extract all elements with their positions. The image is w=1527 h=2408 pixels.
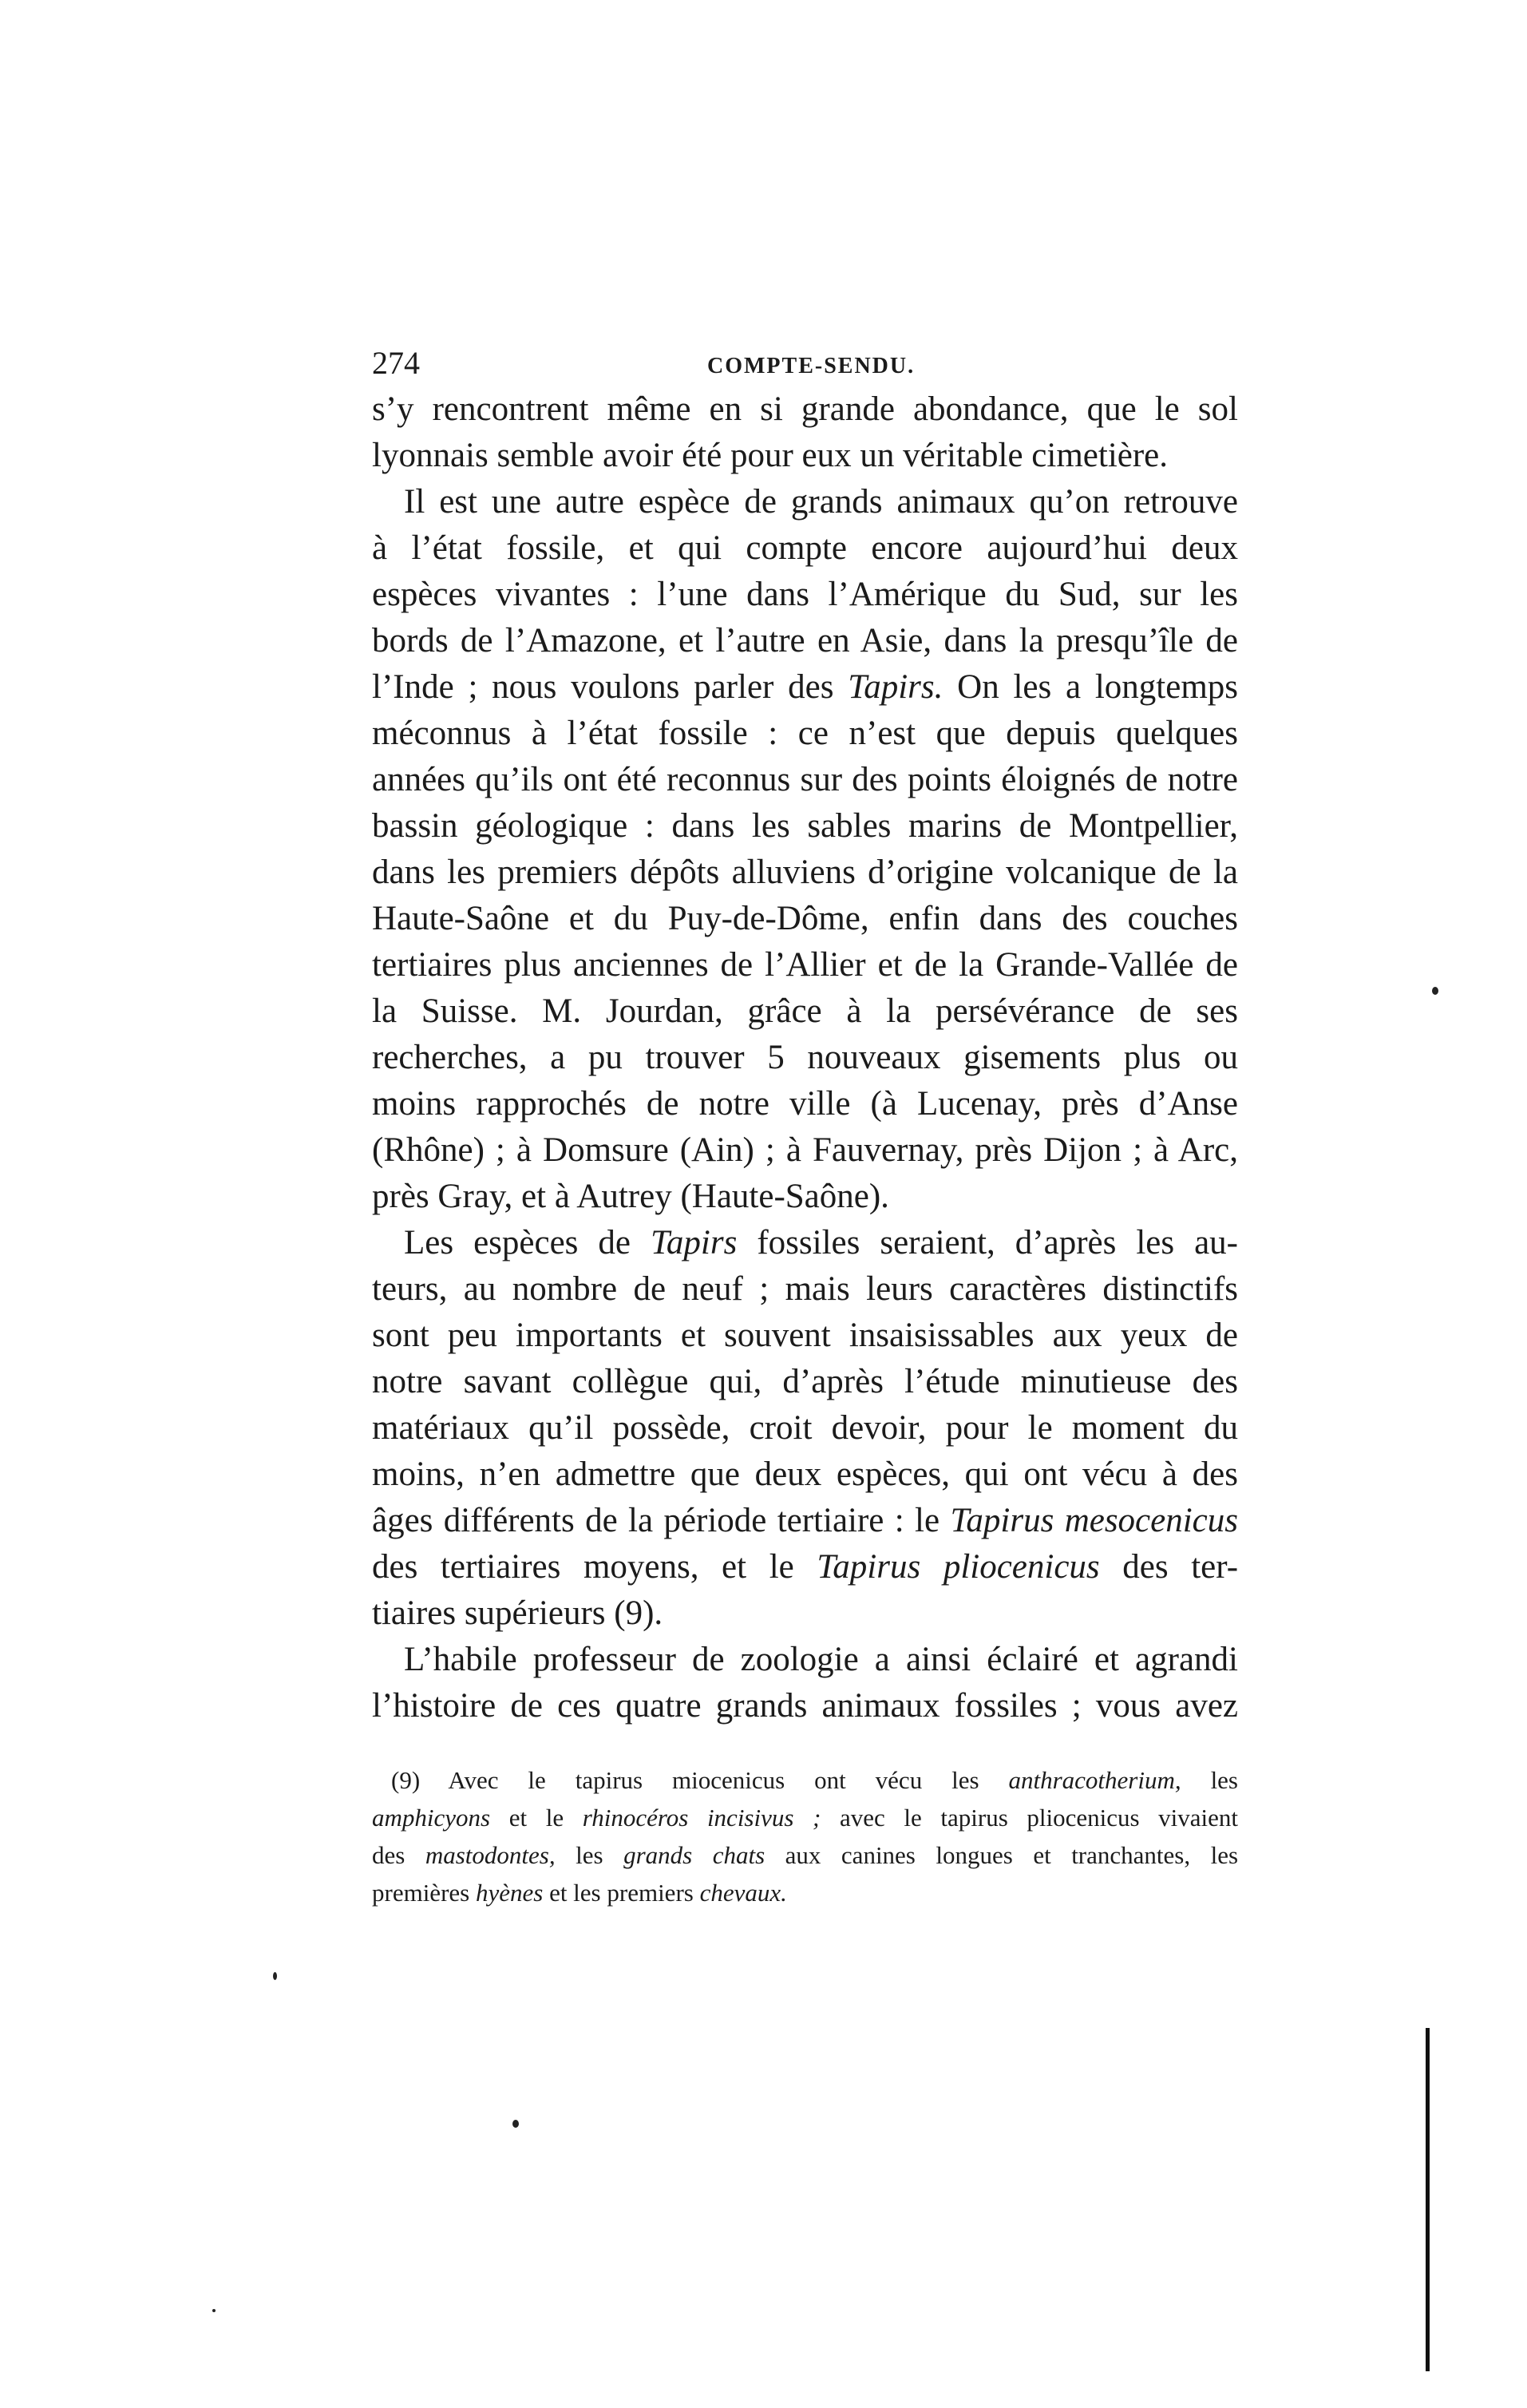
text-line: Les espèces de Tapirs fossiles seraient, d’après les au-: [404, 1224, 1239, 1261]
text-line: l’histoire de ces quatre grands animaux fossiles ; vous avez: [372, 1687, 1238, 1725]
footnote-line: amphicyons et le rhinocéros incisivus ; avec le tapirus pliocenicus vivaient: [372, 1804, 1239, 1832]
ink-speck: [1432, 987, 1438, 995]
italic-term: amphicyons: [372, 1804, 491, 1832]
footnote-line: des mastodontes, les grands chats aux canines longues et tranchantes, les: [372, 1841, 1239, 1869]
italic-term: mastodontes,: [425, 1841, 556, 1869]
italic-term: hyènes: [475, 1879, 544, 1907]
footnote: [372, 1761, 1238, 1911]
ink-speck: [273, 1972, 277, 1980]
body-text: [372, 386, 1238, 1729]
text-line: s’y rencontrent même en si grande abondance, que le sol: [372, 390, 1238, 428]
italic-term: Tapirs: [650, 1224, 738, 1261]
text-line: notre savant collègue qui, d’après l’étude minutieuse des: [372, 1363, 1238, 1400]
text-line: à l’état fossile, et qui compte encore aujourd’hui deux: [372, 529, 1238, 567]
footnote-line: (9) Avec le tapirus miocenicus ont vécu les anthracotherium, les: [391, 1766, 1238, 1794]
footnote-line: premières hyènes et les premiers chevaux.: [372, 1879, 787, 1907]
text-line: teurs, au nombre de neuf ; mais leurs caractères distinctifs: [372, 1270, 1238, 1308]
ink-speck: [512, 2120, 519, 2128]
text-line: méconnus à l’état fossile : ce n’est que depuis quelques: [372, 715, 1238, 752]
italic-term: Tapirus mesocenicus: [950, 1502, 1238, 1539]
text-line: moins rapprochés de notre ville (à Lucenay, près d’Anse: [372, 1085, 1238, 1123]
scan-edge-line: [1426, 2028, 1430, 2371]
text-line: dans les premiers dépôts alluviens d’origine volcanique de la: [372, 853, 1238, 891]
text-line: recherches, a pu trouver 5 nouveaux gisements plus ou: [372, 1039, 1238, 1076]
text-line: tertiaires plus anciennes de l’Allier et de la Grande-Vallée de: [372, 946, 1238, 984]
text-line: bords de l’Amazone, et l’autre en Asie, dans la presqu’île de: [372, 622, 1238, 659]
text-line: la Suisse. M. Jourdan, grâce à la persévérance de ses: [372, 992, 1238, 1030]
text-line: près Gray, et à Autrey (Haute-Saône).: [372, 1178, 889, 1215]
text-line: bassin géologique : dans les sables marins de Montpellier,: [372, 807, 1238, 845]
text-line: sont peu importants et souvent insaisissables aux yeux de: [372, 1317, 1238, 1354]
text-line: L’habile professeur de zoologie a ainsi éclairé et agrandi: [404, 1641, 1238, 1678]
text-line: matériaux qu’il possède, croit devoir, pour le moment du: [372, 1409, 1238, 1447]
page-number: 274: [372, 345, 420, 381]
text-line: années qu’ils ont été reconnus sur des points éloignés de notre: [372, 761, 1238, 798]
text-line: l’Inde ; nous voulons parler des Tapirs. On les a longtemps: [372, 668, 1239, 706]
text-line: moins, n’en admettre que deux espèces, qui ont vécu à des: [372, 1455, 1238, 1493]
text-line: Haute-Saône et du Puy-de-Dôme, enfin dans des couches: [372, 900, 1238, 937]
italic-term: Tapirus pliocenicus: [817, 1548, 1100, 1586]
italic-term: anthracotherium,: [1008, 1766, 1181, 1794]
running-head: COMPTE-SENDU.: [707, 354, 916, 378]
ink-speck: [212, 2309, 216, 2312]
text-line: Il est une autre espèce de grands animaux qu’on retrouve: [404, 483, 1238, 521]
text-line: âges différents de la période tertiaire : le Tapirus mesocenicus: [372, 1502, 1238, 1539]
text-line: espèces vivantes : l’une dans l’Amérique du Sud, sur les: [372, 576, 1238, 613]
italic-term: rhinocéros incisivus ;: [582, 1804, 821, 1832]
text-line: tiaires supérieurs (9).: [372, 1594, 663, 1632]
italic-term: Tapirs.: [848, 668, 943, 706]
italic-term: chevaux.: [699, 1879, 787, 1907]
page-header: [372, 339, 1250, 387]
text-line: des tertiaires moyens, et le Tapirus pliocenicus des ter-: [372, 1548, 1239, 1586]
italic-term: grands chats: [623, 1841, 765, 1869]
text-line: (Rhône) ; à Domsure (Ain) ; à Fauvernay, près Dijon ; à Arc,: [372, 1131, 1238, 1169]
text-line: lyonnais semble avoir été pour eux un véritable cimetière.: [372, 437, 1168, 474]
